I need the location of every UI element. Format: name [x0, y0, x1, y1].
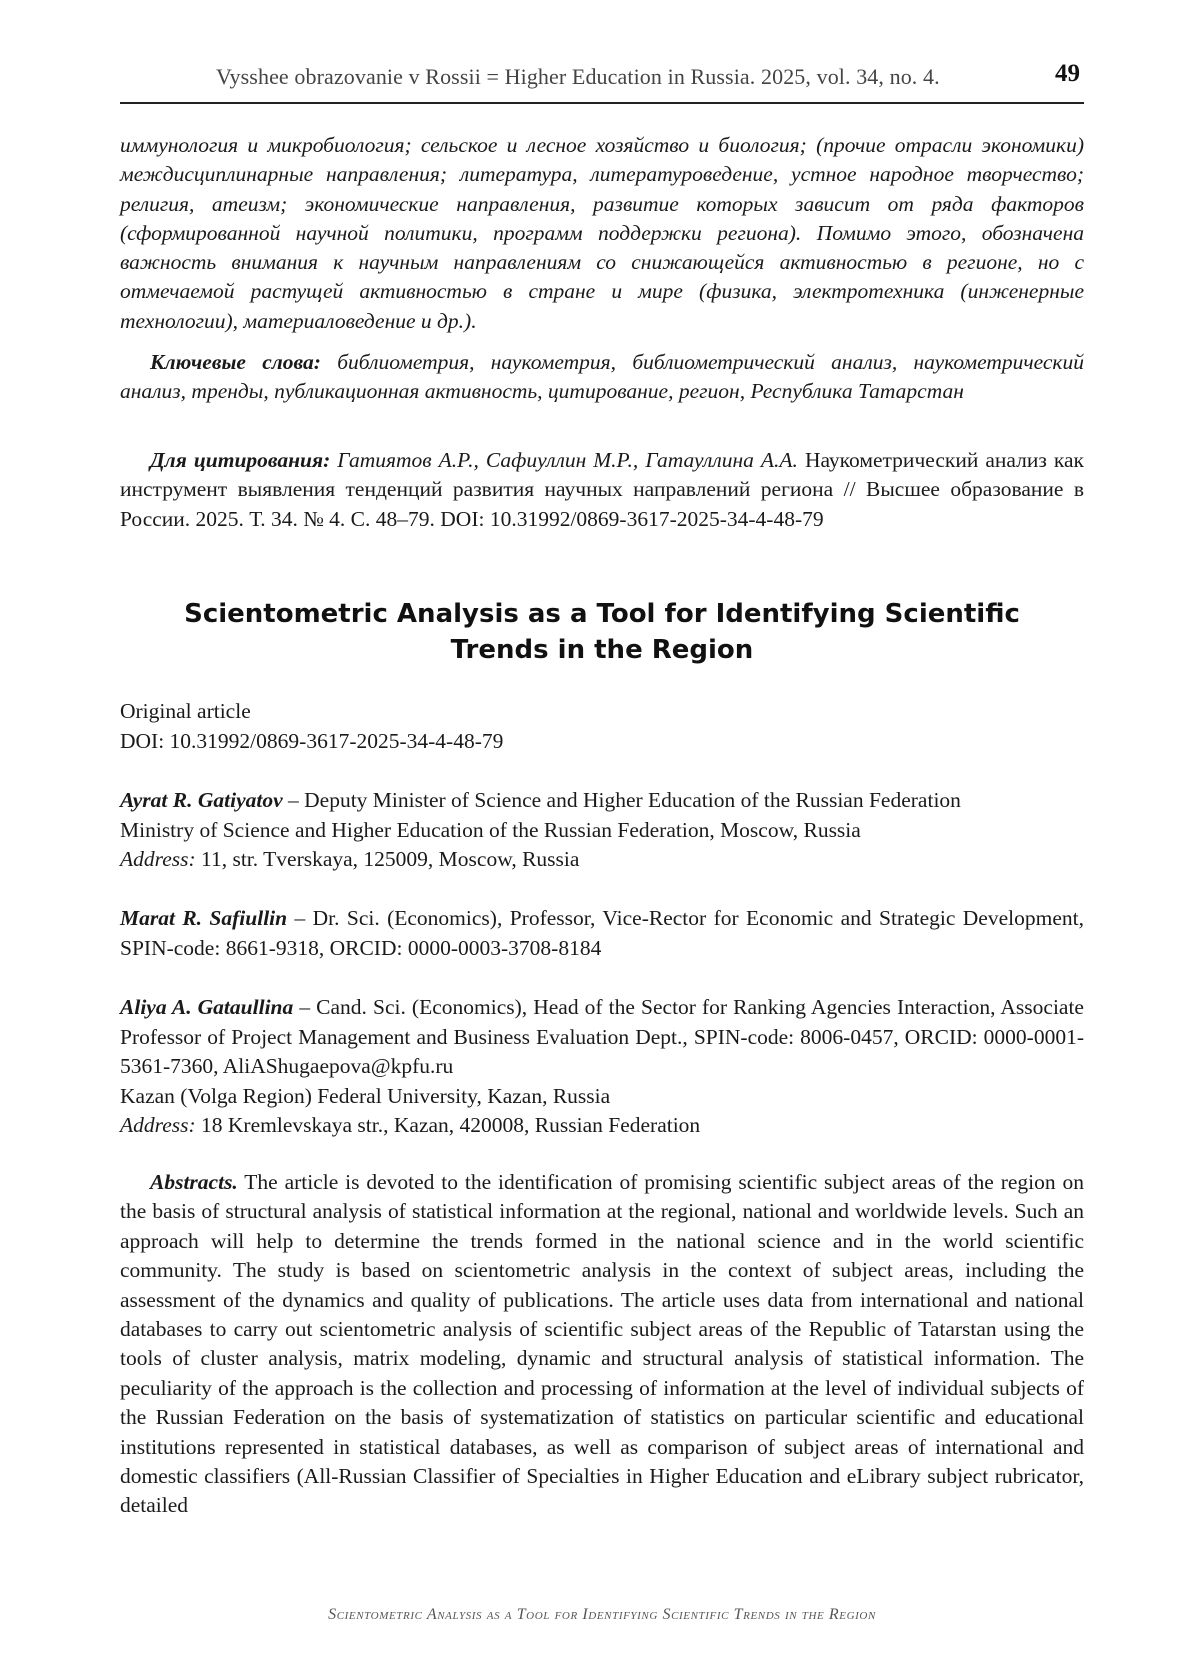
- title-line-2: Trends in the Region: [450, 635, 754, 665]
- ru-keywords: [120, 348, 1084, 407]
- journal-title: Vysshee obrazovanie v Rossii = Higher Education in Russia. 2025, vol. 34, no. 4.: [216, 64, 940, 89]
- author-affiliation: Kazan (Volga Region) Federal University, Kazan, Russia: [120, 1083, 611, 1108]
- ru-citation-label: Для цитирования:: [150, 448, 331, 472]
- address-text: 18 Kremlevskaya str., Kazan, 420008, Russian Federation: [195, 1113, 701, 1138]
- ru-keywords-label: Ключевые слова:: [150, 350, 321, 374]
- author-desc: – Cand. Sci. (Economics), Head of the Sector for Ranking Agencies Interaction, Associate Professor of Project Management and Business Evaluation Dept., SPIN-code: 8006-0457, ORCID: 0000-0001-5361-7360, AliAShugaepova@kpfu.ru: [120, 995, 1084, 1079]
- article-meta: [120, 697, 1084, 756]
- title-line-1: Scientometric Analysis as a Tool for Identifying Scientific: [184, 599, 1020, 629]
- author-address: [120, 1111, 1084, 1141]
- address-text: 11, str. Tverskaya, 125009, Moscow, Russia: [195, 847, 580, 872]
- article-doi: DOI: 10.31992/0869-3617-2025-34-4-48-79: [120, 728, 504, 753]
- author-block-1: [120, 786, 1084, 875]
- abstract-en: [120, 1168, 1084, 1521]
- address-label: Address:: [120, 1113, 196, 1138]
- address-label: Address:: [120, 847, 196, 872]
- author-desc: – Dr. Sci. (Economics), Professor, Vice-Rector for Economic and Strategic Development, SPIN-code: 8661-9318, ORCID: 0000-0003-3708-8184: [120, 906, 1084, 960]
- page-number: 49: [1055, 60, 1080, 87]
- author-line: [120, 993, 1084, 1082]
- abstract-text: The article is devoted to the identification of promising scientific subject areas of the region on the basis of structural analysis of statistical information at the regional, national and worldwide levels. Such an approach will help to determine the trends formed in the national science and in the world scientific community. The study is based on scientometric analysis in the context of subject areas, including the assessment of the dynamics and quality of publications. The article uses data from international and national databases to carry out scientometric analysis of scientific subject areas of the Republic of Tatarstan using the tools of cluster analysis, matrix modeling, dynamic and structural analysis of statistical information. The peculiarity of the approach is the collection and processing of information at the level of individual subjects of the Russian Federation on the basis of systematization of statistics on particular scientific and educational institutions represented in statistical databases, as well as comparison of subject areas of international and domestic classifiers (All-Russian Classifier of Specialties in Higher Education and eLibrary subject rubricator, detailed: [120, 1170, 1084, 1518]
- running-footer: Scientometric Analysis as a Tool for Identifying Scientific Trends in the Region: [328, 1606, 876, 1623]
- author-desc: – Deputy Minister of Science and Higher Education of the Russian Federation: [282, 788, 961, 812]
- author-block-3: [120, 993, 1084, 1141]
- author-name: Marat R. Safiullin: [120, 906, 288, 930]
- article-title-en: [120, 596, 1084, 668]
- running-header: [120, 62, 1084, 104]
- ru-abstract-continuation: иммунология и микробиология; сельское и лесное хозяйство и биология; (прочие отрасли экономики) междисциплинарные направления; литература, литературоведение, устное народное творчество; религия, атеизм; экономические направления, развитие которых зависит от ряда факторов (сформированной научной политики, программ поддержки региона). Помимо этого, обозначена важность внимания к научным направлениям со снижающейся активностью в регионе, но с отмечаемой растущей активностью в стране и мире (физика, электротехника (инженерные технологии), материаловедение и др.).: [120, 133, 1084, 333]
- article-type: Original article: [120, 699, 251, 723]
- author-line: [120, 786, 1084, 816]
- ru-citation-authors: Гатиятов А.Р., Сафиуллин М.Р., Гатауллина А.А.: [330, 448, 798, 472]
- ru-citation-text: Наукометрический анализ как инструмент выявления тенденций развития научных направлений региона // Высшее образование в России. 2025. Т. 34. № 4. С. 48–79. DOI: 10.31992/0869-3617-2025-34-4-48-79: [120, 448, 1084, 531]
- author-name: Ayrat R. Gatiyatov: [120, 788, 283, 812]
- ru-keywords-text: библиометрия, наукометрия, библиометрический анализ, наукометрический анализ, тренды, публикационная активность, цитирование, регион, Республика Татарстан: [120, 350, 1084, 404]
- author-block-2: [120, 904, 1084, 963]
- author-address: [120, 845, 1084, 875]
- author-affiliation: Ministry of Science and Higher Education of the Russian Federation, Moscow, Russia: [120, 817, 861, 842]
- author-name: Aliya A. Gataullina: [120, 995, 294, 1019]
- abstract-label: Abstracts.: [150, 1170, 238, 1194]
- ru-citation: [120, 446, 1084, 534]
- journal-page: [120, 0, 1084, 1658]
